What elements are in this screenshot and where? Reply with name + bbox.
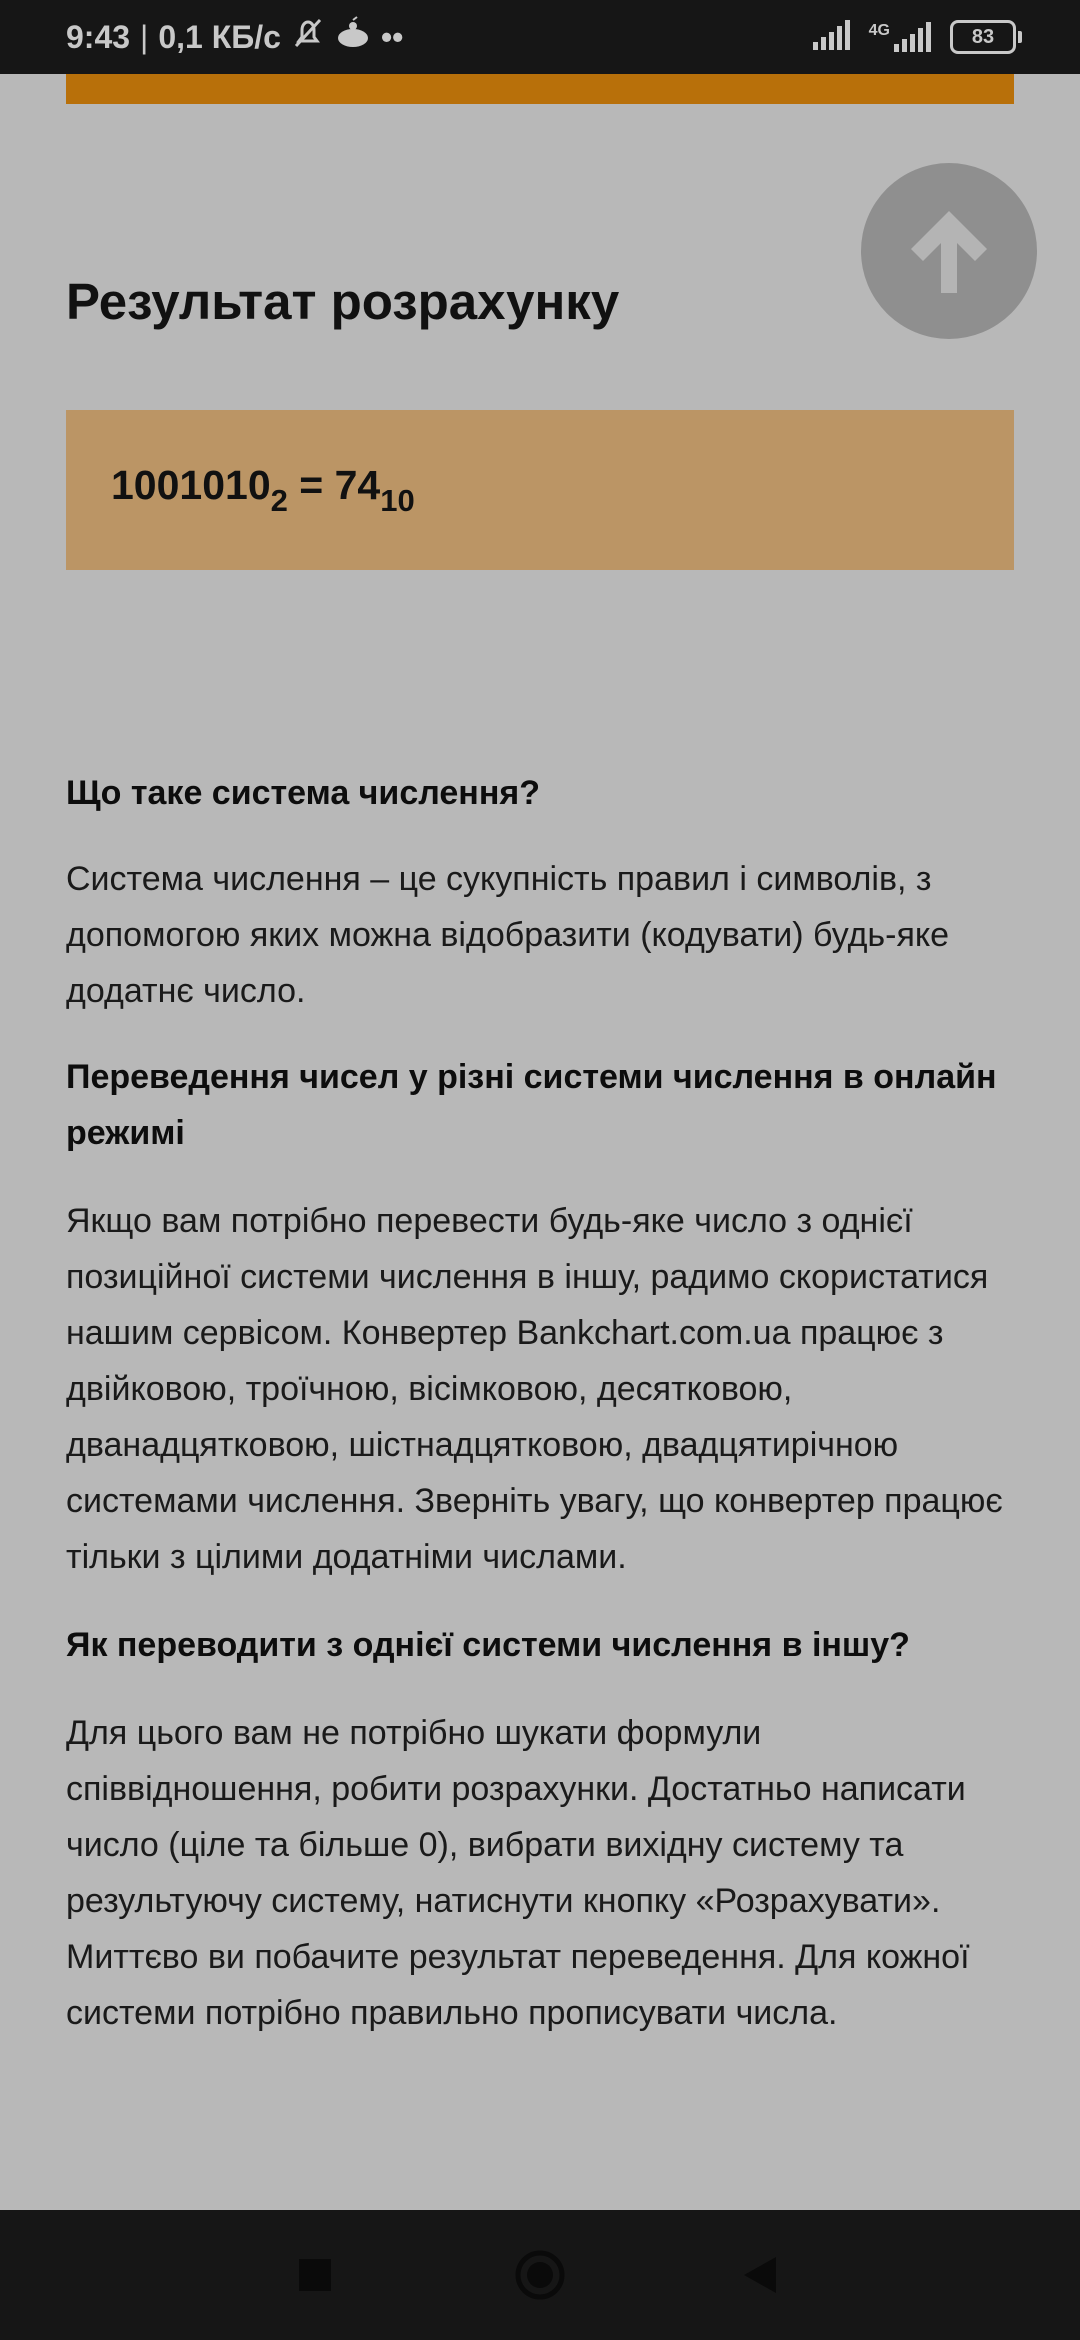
result-expression <box>111 462 415 518</box>
network-type: 4G <box>868 22 890 39</box>
back-button[interactable] <box>700 2210 820 2340</box>
clock: 9:43 <box>66 18 131 55</box>
result-title: Результат розрахунку <box>66 273 620 330</box>
battery-icon <box>950 20 1022 54</box>
network-speed: 0,1 КБ/с <box>158 18 281 55</box>
bell-off-icon <box>291 16 325 58</box>
article-content <box>66 765 1026 2041</box>
heading-what-is-numeral-system: Що таке система числення? <box>66 774 540 812</box>
equals-sign: = <box>287 462 335 508</box>
app-notification-icon <box>335 16 371 58</box>
battery-level: 83 <box>971 25 995 48</box>
decimal-base: 10 <box>380 483 415 518</box>
binary-base: 2 <box>270 483 288 518</box>
heading-how-to-convert: Як переводити з однієї системи числення в іншу? <box>66 1626 910 1664</box>
arrow-up-icon <box>899 201 999 301</box>
result-box <box>66 410 1014 570</box>
status-left <box>66 0 403 74</box>
home-button[interactable] <box>480 2210 600 2340</box>
status-separator: | <box>140 18 149 55</box>
paragraph-definition: Система числення – це сукупність правил і символів, з допомогою яких можна відобразити (кодувати) будь-яке додатнє число. <box>66 860 950 1010</box>
scroll-to-top-button[interactable] <box>861 163 1037 339</box>
status-right <box>813 0 1022 74</box>
navigation-bar <box>0 2210 1080 2340</box>
status-bar <box>0 0 1080 74</box>
circle-icon <box>514 2249 566 2301</box>
recents-button[interactable] <box>255 2210 375 2340</box>
binary-value: 1001010 <box>111 462 271 508</box>
signal-icon <box>813 20 855 55</box>
orange-banner-edge <box>66 74 1014 104</box>
paragraph-converter-info: Якщо вам потрібно перевести будь-яке число з однієї позиційної системи числення в іншу, радимо скористатися нашим сервісом. Конвертер Bankchart.com.ua працює з двійковою, троїчною, вісімковою, десятковою, дванадцятковою, шістнадцятковою, двадцятирічною системами числення. Зверніть увагу, що конвертер працює тільки з цілими додатніми числами. <box>66 1202 1003 1576</box>
signal-4g-icon <box>869 22 936 52</box>
square-icon <box>297 2257 333 2293</box>
triangle-back-icon <box>740 2255 780 2295</box>
paragraph-how-to: Для цього вам не потрібно шукати формули співвідношення, робити розрахунки. Достатньо написати число (ціле та більше 0), вибрати вихідну систему та результуючу систему, натиснути кнопку «Розрахувати». Миттєво ви побачите результат переведення. Для кожної системи потрібно правильно прописувати числа. <box>66 1714 970 2032</box>
more-notifications: •• <box>380 18 404 55</box>
heading-online-conversion: Переведення чисел у різні системи числення в онлайн режимі <box>66 1058 997 1152</box>
decimal-value: 74 <box>334 462 381 508</box>
